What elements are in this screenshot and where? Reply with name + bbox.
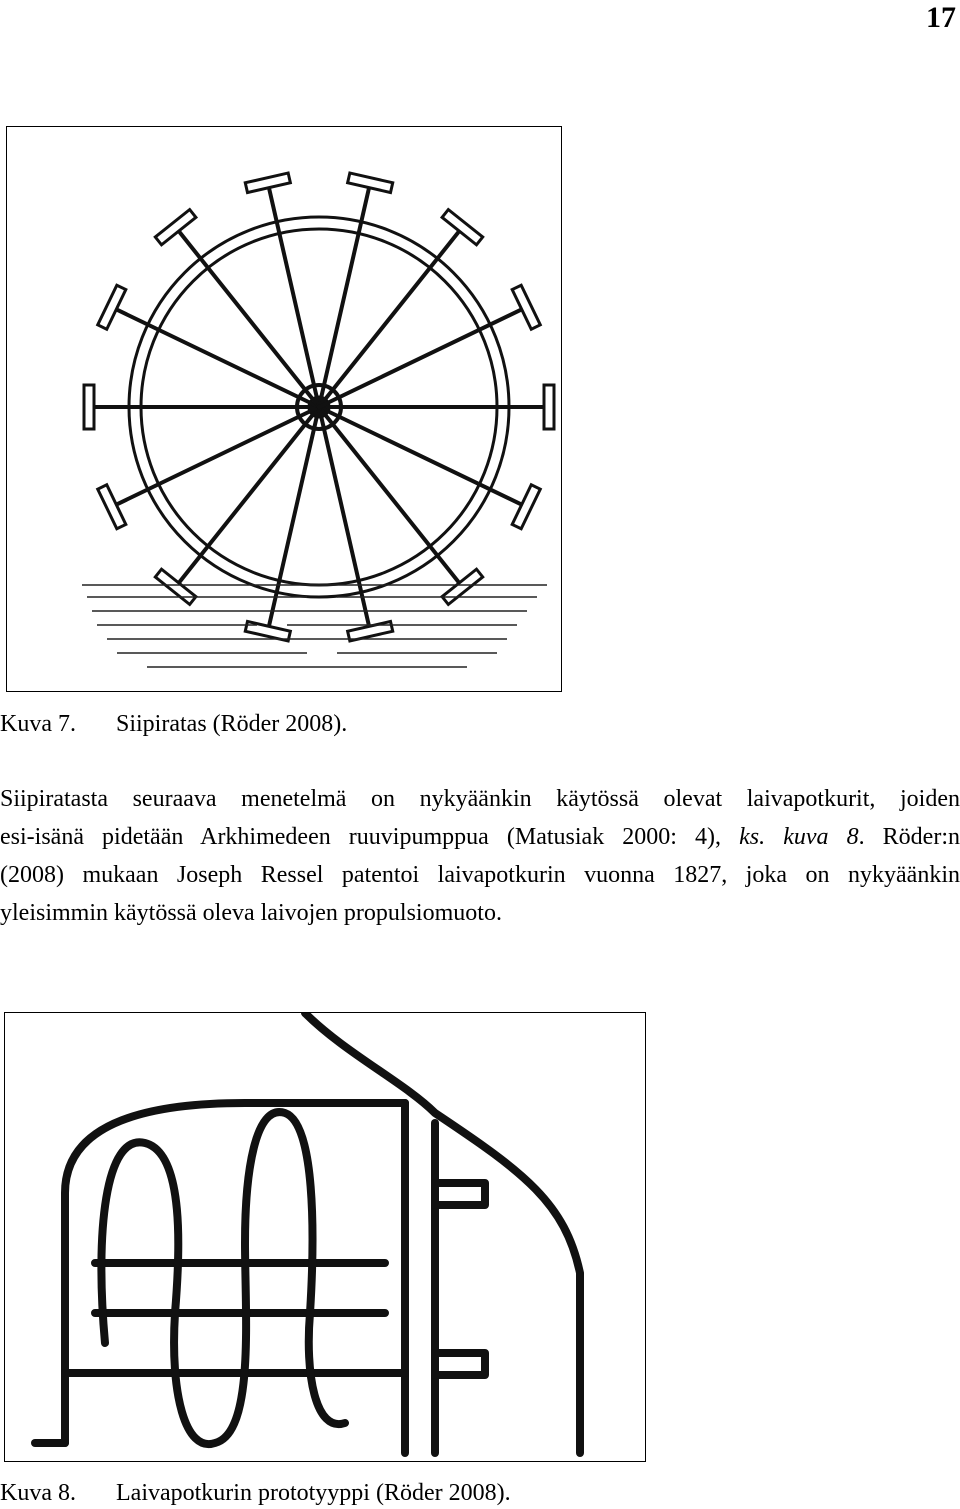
paragraph-line-4: yleisimmin käytössä oleva laivojen propulsiomuoto. bbox=[0, 900, 502, 926]
page-number: 17 bbox=[926, 1, 956, 34]
figure-2-caption bbox=[0, 1478, 511, 1508]
paragraph-line-1: Siipiratasta seuraava menetelmä on nykyäänkin käytössä olevat laivapotkurit, joiden bbox=[0, 786, 960, 812]
figure-1-caption-text: Siipiratas (Röder 2008). bbox=[116, 711, 348, 737]
paragraph-line-2 bbox=[0, 818, 960, 856]
figure-2-label: Kuva 8. bbox=[0, 1480, 76, 1506]
paragraph-line-3: (2008) mukaan Joseph Ressel patentoi laivapotkurin vuonna 1827, joka on nykyäänkin bbox=[0, 862, 960, 888]
paragraph-line-2-text-c: . Röder:n bbox=[858, 824, 960, 850]
paragraph-line-2-text-a: esi-isänä pidetään Arkhimedeen ruuvipumppua (Matusiak 2000: 4), bbox=[0, 824, 740, 850]
figure-paddle-wheel bbox=[6, 126, 562, 692]
paddle-wheel-icon bbox=[7, 127, 561, 691]
figure-2-caption-text: Laivapotkurin prototyyppi (Röder 2008). bbox=[116, 1480, 511, 1506]
figure-screw-propeller bbox=[4, 1012, 646, 1462]
body-paragraph bbox=[0, 780, 960, 932]
screw-propeller-icon bbox=[5, 1013, 645, 1461]
figure-1-caption bbox=[0, 709, 347, 739]
figure-1-label: Kuva 7. bbox=[0, 711, 76, 737]
figure-reference: ks. kuva 8 bbox=[739, 824, 859, 850]
